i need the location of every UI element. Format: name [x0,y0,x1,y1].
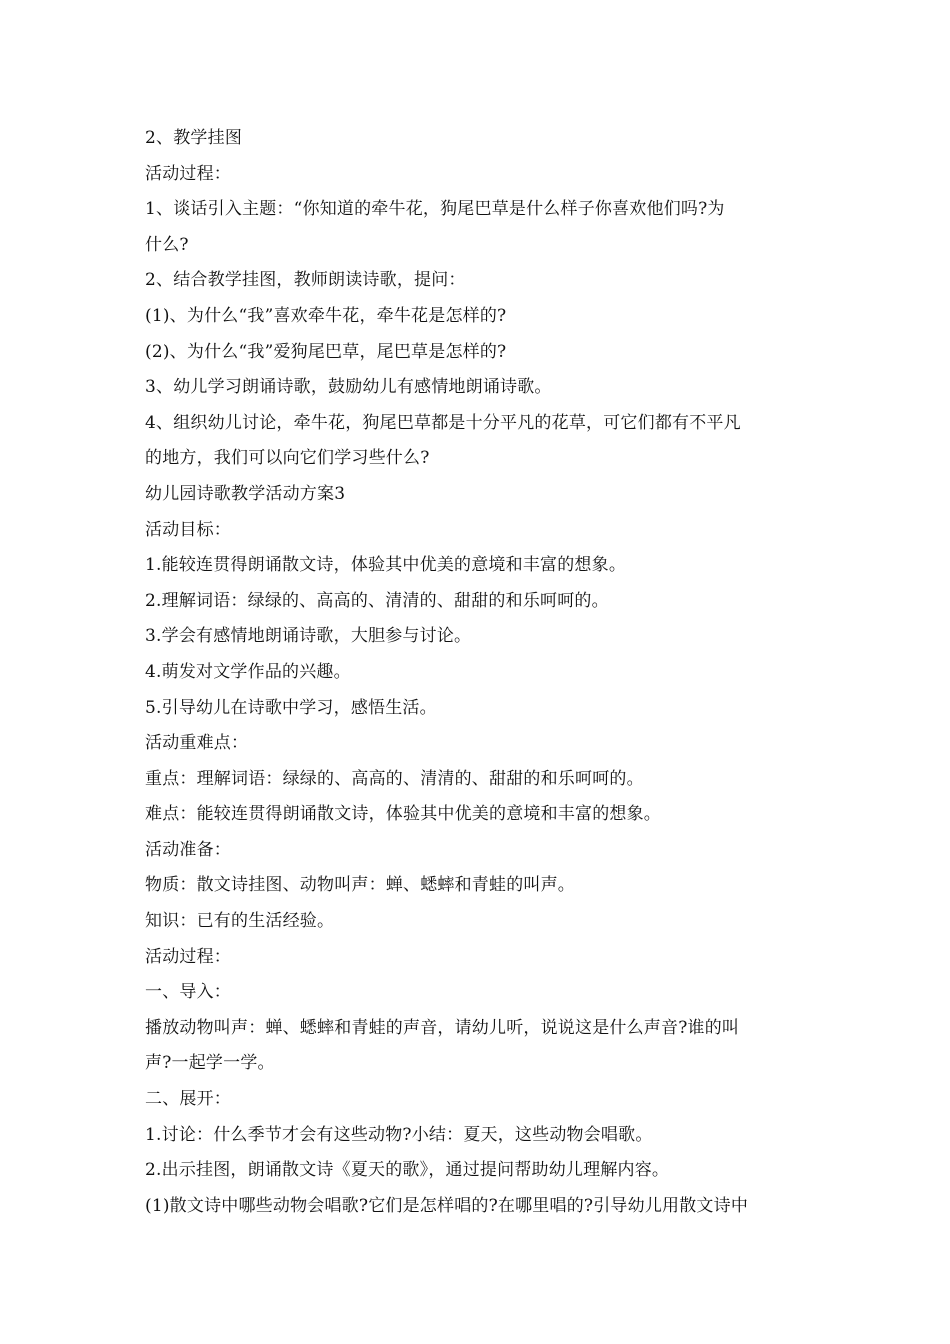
text-line: 2.理解词语：绿绿的、高高的、清清的、甜甜的和乐呵呵的。 [145,590,609,611]
text-line: 活动准备： [145,839,231,860]
text-line: 什么? [145,234,189,255]
text-line: 5.引导幼儿在诗歌中学习，感悟生活。 [145,697,437,718]
text-line: 2、教学挂图 [145,128,243,148]
text-line: 活动重难点： [145,733,249,754]
text-line: 1.能较连贯得朗诵散文诗，体验其中优美的意境和丰富的想象。 [145,555,627,576]
section-heading: 幼儿园诗歌教学活动方案3 [145,483,346,504]
text-line: 4、组织幼儿讨论，牵牛花，狗尾巴草都是十分平凡的花草，可它们都有不平凡 [145,412,741,433]
text-line: 活动过程： [145,163,231,184]
text-line: 的地方，我们可以向它们学习些什么? [145,448,430,469]
text-line: 活动过程： [145,946,231,967]
text-line: 活动目标： [145,519,231,540]
text-line: 声?一起学一学。 [145,1053,275,1074]
text-line: 知识：已有的生活经验。 [145,911,335,932]
document-body [145,121,810,1224]
text-line: 二、展开： [145,1089,231,1110]
text-line: 物质：散文诗挂图、动物叫声：蝉、蟋蟀和青蛙的叫声。 [145,875,575,896]
text-line: (2)、为什么“我”爱狗尾巴草，尾巴草是怎样的? [145,341,507,362]
text-line: 2、结合教学挂图，教师朗读诗歌，提问： [145,270,466,291]
text-line: 一、导入： [145,982,231,1003]
text-line: (1)、为什么“我”喜欢牵牛花，牵牛花是怎样的? [145,305,507,326]
text-line: 3.学会有感情地朗诵诗歌，大胆参与讨论。 [145,626,472,647]
text-line: 1、谈话引入主题：“你知道的牵牛花，狗尾巴草是什么样子你喜欢他们吗?为 [145,199,725,220]
text-line: 重点：理解词语：绿绿的、高高的、清清的、甜甜的和乐呵呵的。 [145,768,644,789]
text-line: 2.出示挂图，朗诵散文诗《夏天的歌》，通过提问帮助幼儿理解内容。 [145,1160,670,1181]
text-line: 4.萌发对文学作品的兴趣。 [145,661,351,682]
text-line: 难点：能较连贯得朗诵散文诗，体验其中优美的意境和丰富的想象。 [145,804,661,825]
text-line: (1)散文诗中哪些动物会唱歌?它们是怎样唱的?在哪里唱的?引导幼儿用散文诗中 [145,1195,749,1216]
text-line: 3、幼儿学习朗诵诗歌，鼓励幼儿有感情地朗诵诗歌。 [145,377,552,398]
text-line: 播放动物叫声：蝉、蟋蟀和青蛙的声音，请幼儿听，说说这是什么声音?谁的叫 [145,1017,740,1038]
text-line: 1.讨论：什么季节才会有这些动物?小结：夏天，这些动物会唱歌。 [145,1124,653,1145]
